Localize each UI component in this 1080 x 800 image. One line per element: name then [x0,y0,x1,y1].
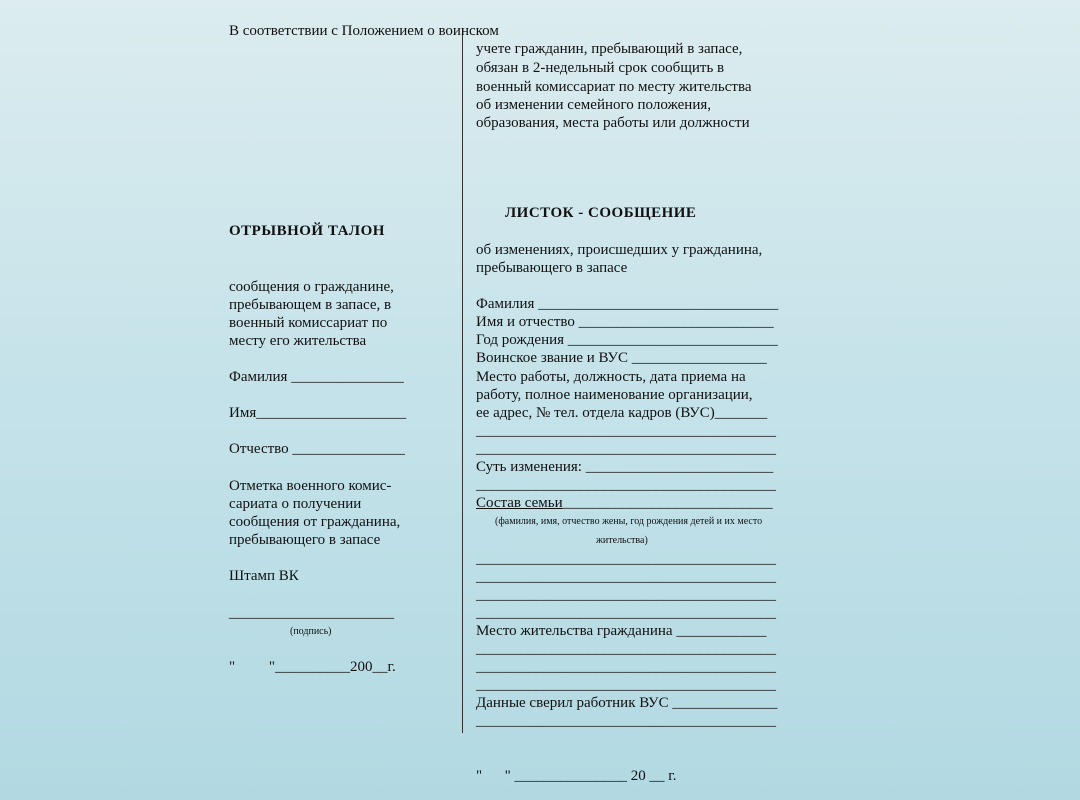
right-residence: Место жительства гражданина ____________ [476,623,767,639]
header-line-1: В соответствии с Положением о воинском [229,23,499,39]
header-line-5: об изменении семейного положения, [476,97,711,113]
right-blank-line: ________________________________________ [476,441,776,457]
left-mark-2: сариата о получении [229,496,362,512]
header-line-2: учете гражданин, пребывающий в запасе, [476,41,743,57]
right-blank-line: ________________________________________ [476,423,776,439]
right-blank-line: ________________________________________ [476,551,776,567]
header-line-4: военный комиссариат по месту жительства [476,79,752,95]
left-mark-3: сообщения от гражданина, [229,514,401,530]
left-mark-1: Отметка военного комис- [229,478,392,494]
left-intro-4: месту его жительства [229,333,367,349]
right-subtitle-2: пребывающего в запасе [476,260,628,276]
right-checked-by: Данные сверил работник ВУС ______________ [476,695,778,711]
right-family-line: ____________________________ [562,495,773,511]
right-blank-line: ________________________________________ [476,713,776,729]
right-field-work-1: Место работы, должность, дата приема на [476,369,746,385]
right-subtitle-1: об изменениях, происшедших у гражданина, [476,242,763,258]
right-blank-line: ________________________________________ [476,641,776,657]
right-blank-line: ________________________________________ [476,677,776,693]
right-field-name: Имя и отчество __________________________ [476,314,774,330]
header-line-3: обязан в 2-недельный срок сообщить в [476,60,725,76]
right-blank-line: ________________________________________ [476,477,776,493]
right-family-note-2: жительства) [596,535,648,546]
left-mark-4: пребывающего в запасе [229,532,381,548]
right-family-row [476,494,773,512]
right-date: " " _______________ 20 __ г. [476,768,677,784]
right-field-rank: Воинское звание и ВУС __________________ [476,350,767,366]
left-patronymic-field: Отчество _______________ [229,441,405,457]
left-signature-line: ______________________ [229,605,394,621]
left-intro-3: военный комиссариат по [229,315,388,331]
right-blank-line: ________________________________________ [476,569,776,585]
right-blank-line: ________________________________________ [476,605,776,621]
left-date: " "__________200__г. [229,659,396,675]
right-blank-line: ________________________________________ [476,659,776,675]
left-name-field: Имя____________________ [229,405,407,421]
right-field-work-2: работу, полное наименование организации, [476,387,753,403]
left-intro-1: сообщения о гражданине, [229,279,394,295]
left-signature-caption: (подпись) [290,626,332,637]
left-stamp: Штамп ВК [229,568,299,584]
left-surname-field: Фамилия _______________ [229,369,404,385]
right-field-birth-year: Год рождения ____________________________ [476,332,778,348]
right-family-note-1: (фамилия, имя, отчество жены, год рождения детей и их место [495,516,763,527]
column-divider [462,28,463,733]
right-field-change: Суть изменения: _________________________ [476,459,774,475]
left-intro-2: пребывающем в запасе, в [229,297,392,313]
header-line-6: образования, места работы или должности [476,115,750,131]
right-blank-line: ________________________________________ [476,587,776,603]
right-family-label: Состав семьи [476,495,563,511]
right-field-work-3: ее адрес, № тел. отдела кадров (ВУС)_______ [476,405,768,421]
right-title: ЛИСТОК - СООБЩЕНИЕ [505,205,697,221]
left-title: ОТРЫВНОЙ ТАЛОН [229,223,385,239]
right-field-surname: Фамилия ________________________________ [476,296,779,312]
